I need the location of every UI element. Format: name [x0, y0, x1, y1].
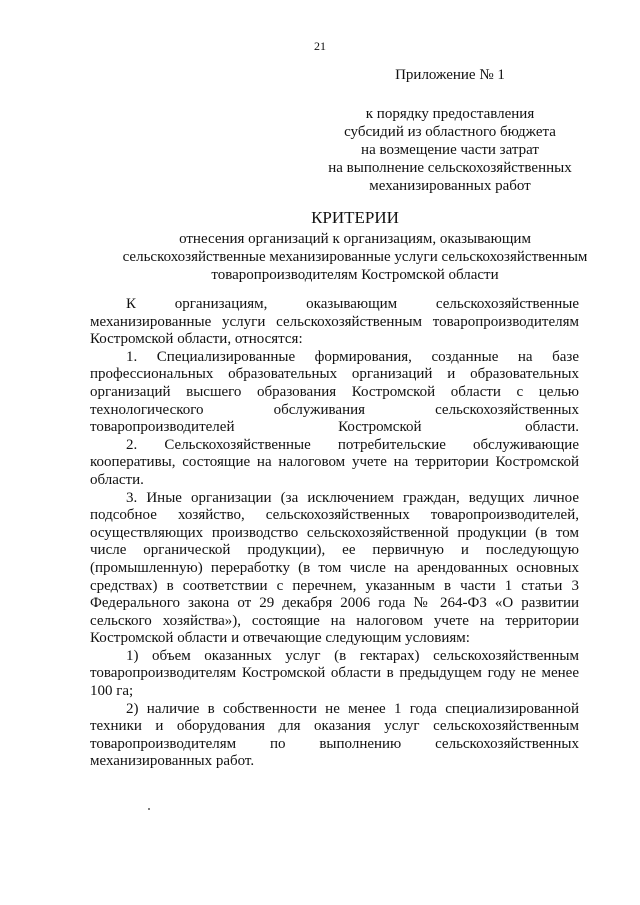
intro-paragraph: К организациям, оказывающим сельскохозяйственные механизированные услуги сельскохозяйственным товаропроизводителям Костромской области, относятся: [90, 296, 579, 348]
appendix-line: субсидий из областного бюджета [344, 124, 556, 140]
condition-1-paragraph: 1) объем оказанных услуг (в гектарах) сельскохозяйственным товаропроизводителям Костромской области в предыдущем году не менее 100 га; [90, 647, 579, 700]
document-title: КРИТЕРИИ [311, 208, 399, 227]
criterion-2-paragraph: 2. Сельскохозяйственные потребительские обслуживающие кооперативы, состоящие на налоговом учете на территории Костромской области. [90, 436, 579, 488]
document-title-block [60, 208, 640, 284]
document-subtitle-line: отнесения организаций к организациям, оказывающим [179, 231, 531, 247]
criterion-1-paragraph: 1. Специализированные формирования, созданные на базе профессиональных образовательных организаций и образовательных организаций высшего образования Костромской области с целью технологического обслуживания сельскохозяйственных товаропроизводителей Костромской области. [90, 348, 579, 436]
appendix-heading: Приложение № 1 [395, 67, 505, 83]
appendix-line: на возмещение части затрат [361, 142, 539, 158]
appendix-header [300, 66, 600, 195]
appendix-line: на выполнение сельскохозяйственных [328, 160, 572, 176]
document-subtitle-line: сельскохозяйственные механизированные услуги сельскохозяйственным [122, 249, 588, 265]
condition-2-paragraph: 2) наличие в собственности не менее 1 года специализированной техники и оборудования для оказания услуг сельскохозяйственным товаропроизводителям по выполнению сельскохозяйственных механизированных работ. [90, 700, 579, 770]
appendix-line: к порядку предоставления [365, 106, 535, 122]
appendix-line: механизированных работ [369, 178, 531, 194]
page-number: 21 [314, 39, 326, 53]
scan-dot [148, 808, 150, 810]
document-subtitle-line: товаропроизводителям Костромской области [211, 267, 499, 283]
criterion-3-paragraph: 3. Иные организации (за исключением граждан, ведущих личное подсобное хозяйство, сельскохозяйственных товаропроизводителей, осуществляющих производство сельскохозяйственной продукции (в том числе органической продукции), ее первичную и последующую (промышленную) переработку (в том числе на арендованных основных средствах) в соответствии с перечнем, указанным в части 1 статьи 3 Федерального закона от 29 декабря 2006 года № 264-ФЗ «О развитии сельского хозяйства»), состоящие на налоговом учете на территории Костромской области и отвечающие следующим условиям: [90, 489, 579, 647]
document-body [90, 296, 579, 771]
